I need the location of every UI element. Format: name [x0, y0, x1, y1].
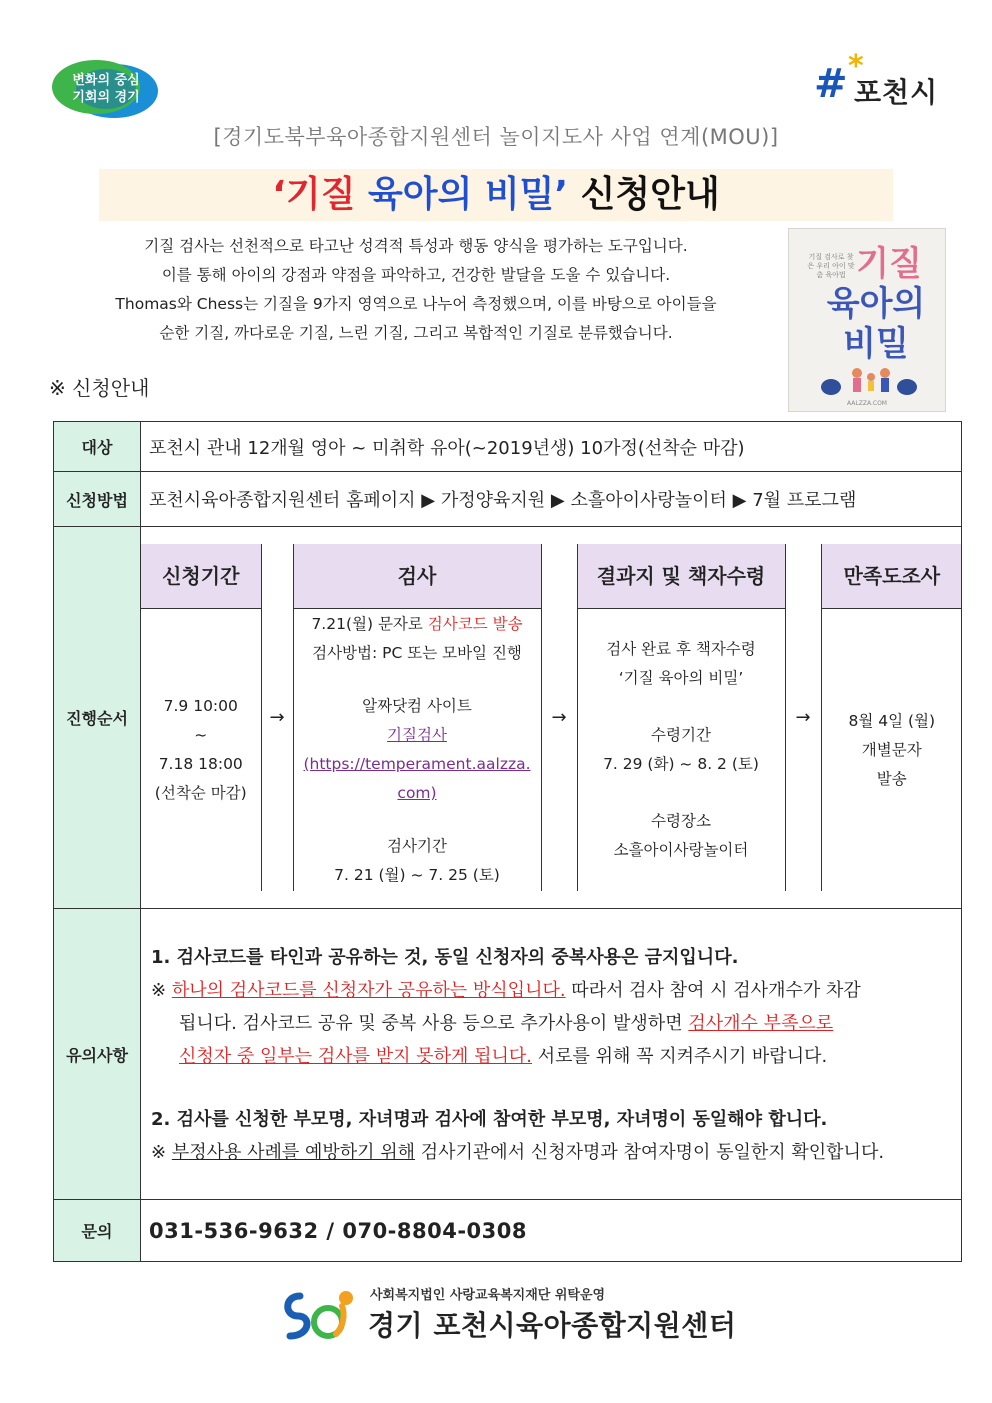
survey-date: 8월 4일 (월): [848, 711, 936, 730]
arrow-icon: →: [551, 706, 567, 728]
note-1-detail3: [151, 1040, 951, 1073]
title-part3: 신청안내: [568, 174, 720, 215]
note-1-rest1: 따라서 검사 참여 시 검사개수가 차감: [565, 980, 861, 1001]
note-2-underline: 부정사용 사례를 예방하기 위해: [171, 1142, 416, 1163]
process-cell: [141, 527, 962, 909]
result-line1: 검사 완료 후 책자수령: [606, 640, 756, 658]
notes-label: 유의사항: [54, 909, 141, 1200]
gyeonggi-logo: [50, 58, 162, 120]
book-small-text: 기질 검사로 찾은 우리 아이 맞춤 육아법: [807, 253, 855, 279]
test-link-title[interactable]: 기질검사: [387, 726, 447, 744]
note-1-detail2: [151, 1007, 951, 1040]
apply-end: 7.18 18:00: [158, 755, 243, 773]
result-period-label: 수령기간: [651, 726, 711, 744]
note-1-rest3: 서로를 위해 꼭 지켜주시기 바랍니다.: [532, 1046, 828, 1067]
notes-body: [141, 909, 962, 1200]
note-2: 2. 검사를 신청한 부모명, 자녀명과 검사에 참여한 부모명, 자녀명이 동일해야 합니다.: [151, 1109, 828, 1130]
survey-line3: 발송: [876, 769, 907, 788]
intro-line: 기질 검사는 선천적으로 타고난 성격적 특성과 행동 양식을 평가하는 도구입니다.: [144, 237, 688, 255]
test-line1: [295, 610, 540, 639]
test-body: [293, 609, 541, 892]
survey-line2: 개별문자: [861, 740, 922, 759]
apply-period-body: [141, 609, 261, 892]
book-title1: 기질: [856, 244, 922, 284]
note-1-rest2: 됩니다. 검사코드 공유 및 중복 사용 등으로 추가사용이 발생하면: [179, 1013, 689, 1034]
test-site: 알짜닷컴 사이트: [362, 697, 472, 715]
book-title2: 육아의: [826, 284, 926, 324]
arrow-icon: →: [795, 706, 811, 728]
subtitle: [경기도북부육아종합지원센터 놀이지도사 사업 연계(MOU)]: [213, 125, 779, 149]
method-value: 포천시육아종합지원센터 홈페이지 ▶ 가정양육지원 ▶ 소흘아이사랑놀이터 ▶ 7월 프로그램: [141, 472, 962, 527]
survey-head: 만족도조사: [821, 544, 962, 609]
pc-logo-name: 포천시: [854, 76, 939, 109]
pc-logo-hash: #: [814, 61, 848, 107]
target-value: 포천시 관내 12개월 영아 ~ 미취학 유아(~2019년생) 10가정(선착순 마감): [141, 422, 962, 472]
note-mark: ※: [151, 1142, 172, 1163]
target-label: 대상: [54, 422, 141, 472]
arrow: [785, 544, 821, 891]
intro-text: [60, 232, 772, 348]
arrow: [541, 544, 577, 891]
pc-logo-star: *: [848, 49, 864, 84]
test-period: 7. 21 (월) ~ 7. 25 (토): [334, 866, 500, 884]
apply-tilde: ~: [194, 726, 208, 744]
family-illustration: [819, 365, 919, 397]
note-mark: ※: [151, 980, 172, 1001]
title-part2: 육아의 비밀’: [368, 174, 569, 215]
book-title3: 비밀: [843, 324, 909, 364]
contact-value: 031-536-9632 / 070-8804-0308: [141, 1200, 962, 1262]
result-period: 7. 29 (화) ~ 8. 2 (토): [603, 755, 759, 773]
arrow-icon: →: [269, 706, 285, 728]
apply-period-head: 신청기간: [141, 544, 261, 609]
center-logo-icon: [280, 1286, 360, 1344]
test-line1a: 7.21(월) 문자로: [311, 615, 428, 633]
intro-line: 이를 통해 아이의 강점과 약점을 파악하고, 건강한 발달을 도울 수 있습니다.: [161, 266, 671, 284]
process-flow: [141, 544, 962, 891]
test-link-url2[interactable]: com): [397, 784, 437, 802]
section-label: ※ 신청안내: [49, 376, 150, 400]
method-label: 신청방법: [54, 472, 141, 527]
arrow: [261, 544, 293, 891]
test-line1b: 검사코드 발송: [427, 615, 523, 633]
test-head: 검사: [293, 544, 541, 609]
note-2-detail: [151, 1136, 951, 1169]
footer-operator: 사회복지법인 사랑교육복지재단 위탁운영: [370, 1288, 606, 1303]
result-body: [577, 609, 785, 892]
survey-body: [821, 609, 962, 892]
test-period-label: 검사기간: [387, 837, 447, 855]
note-1: 1. 검사코드를 타인과 공유하는 것, 동일 신청자의 중복사용은 금지입니다.: [151, 947, 739, 968]
note-1-red3: 신청자 중 일부는 검사를 받지 못하게 됩니다.: [179, 1046, 533, 1067]
note-2-rest: 검사기관에서 신청자명과 참여자명이 동일한지 확인합니다.: [415, 1142, 885, 1163]
apply-start: 7.9 10:00: [163, 697, 238, 715]
intro-line: 순한 기질, 까다로운 기질, 느린 기질, 그리고 복합적인 기질로 분류했습니다.: [159, 324, 673, 342]
page-title: [99, 169, 893, 221]
apply-note: (선착순 마감): [154, 784, 247, 802]
note-1-detail: [151, 974, 951, 1007]
book-footer: AALZZA.COM: [847, 400, 887, 407]
result-place: 소흘아이사랑놀이터: [613, 841, 749, 859]
test-link-url1[interactable]: (https://temperament.aalzza.: [303, 755, 531, 773]
footer-center-name: 경기 포천시육아종합지원센터: [368, 1309, 737, 1342]
result-line2: ‘기질 육아의 비밀’: [618, 669, 744, 687]
result-place-label: 수령장소: [651, 812, 711, 830]
info-table: [53, 421, 962, 1262]
gg-logo-line2: 기회의 경기: [72, 90, 140, 105]
contact-label: 문의: [54, 1200, 141, 1262]
gg-logo-line1: 변화의 중심: [72, 73, 140, 88]
result-head: 결과지 및 책자수령: [577, 544, 785, 609]
note-1-red: 하나의 검사코드를 신청자가 공유하는 방식입니다.: [171, 980, 566, 1001]
process-label: 진행순서: [54, 527, 141, 909]
title-part1: ‘기질: [272, 174, 369, 215]
intro-line: Thomas와 Chess는 기질을 9가지 영역으로 나누어 측정했으며, 이를 바탕으로 아이들을: [115, 295, 717, 313]
book-cover-image: [788, 228, 946, 412]
pocheon-logo: [814, 49, 944, 112]
test-method: 검사방법: PC 또는 모바일 진행: [312, 644, 522, 662]
note-1-red2: 검사개수 부족으로: [688, 1013, 834, 1034]
